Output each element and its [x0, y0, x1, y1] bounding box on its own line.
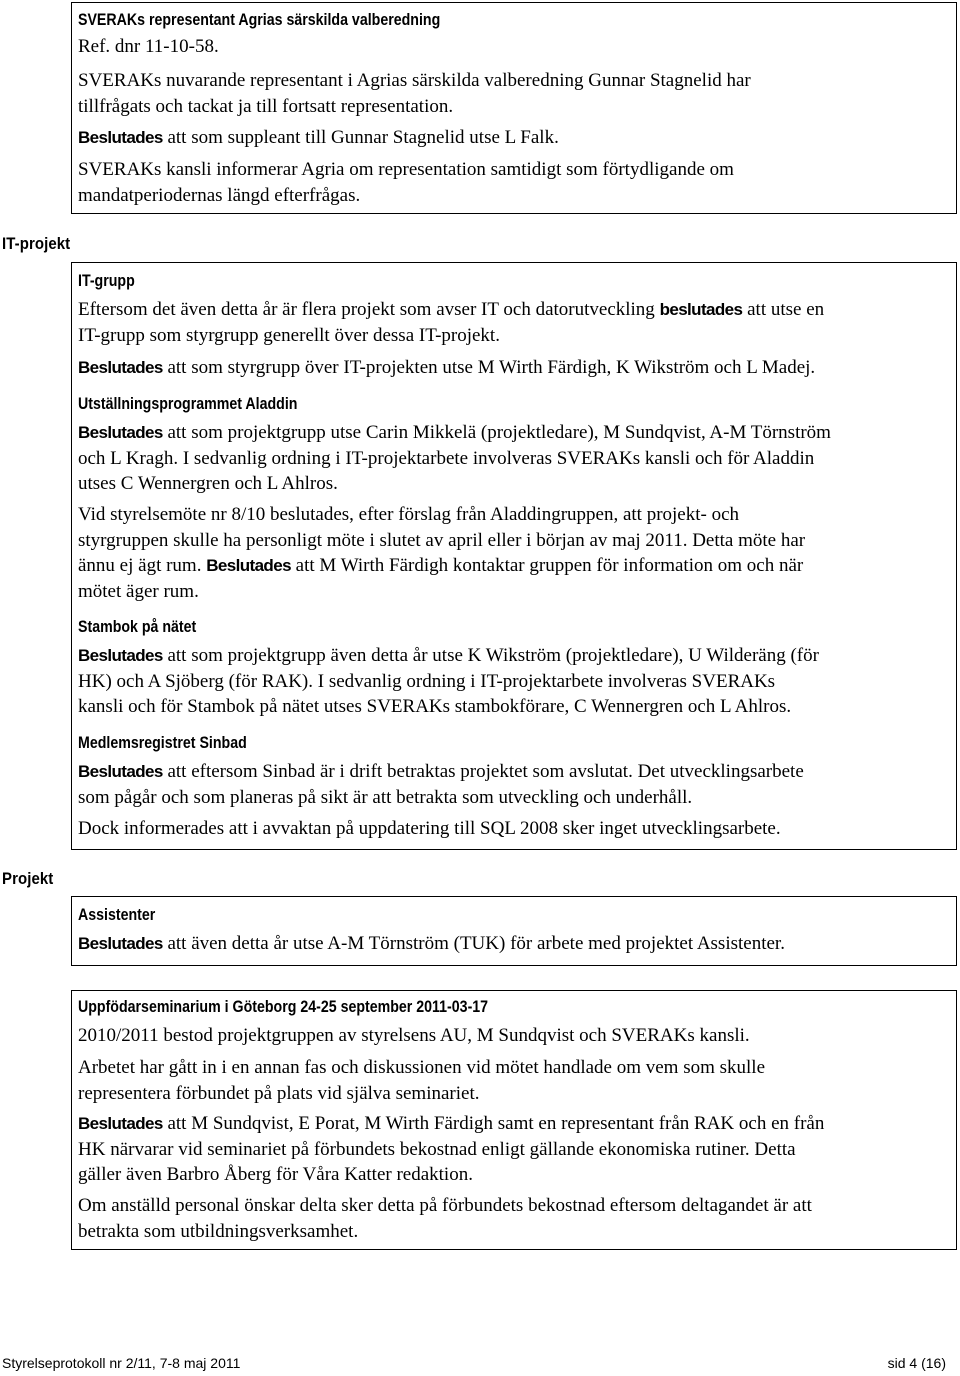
side-label-projekt: Projekt [2, 869, 54, 888]
paragraph-decision: Beslutades att som styrgrupp över IT-projekten utse M Wirth Färdigh, K Wikström och L Madej. [78, 357, 816, 378]
reference-number: Ref. dnr 11-10-58. [78, 36, 219, 57]
section-heading-it-grupp: IT-grupp [78, 272, 135, 290]
paragraph: Om anställd personal önskar delta sker detta på förbundets bekostnad eftersom deltagandet är att betrakta som utbildningsverksamhet. [78, 1195, 812, 1242]
paragraph-decision: Beslutades att även detta år utse A-M Törnström (TUK) för arbete med projektet Assistenter. [78, 933, 785, 954]
paragraph: 2010/2011 bestod projektgruppen av styrelsens AU, M Sundqvist och SVERAKs kansli. [78, 1025, 750, 1046]
paragraph-decision: Beslutades att som projektgrupp utse Carin Mikkelä (projektledare), M Sundqvist, A-M Törnström och L Kragh. I sedvanlig ordning i IT-projektarbete involveras SVERAKs kansli och för Aladdin utses C Wennergren och L Ahlros. [78, 422, 831, 494]
section-heading-sinbad: Medlemsregistret Sinbad [78, 734, 247, 752]
section-heading-aladdin: Utställningsprogrammet Aladdin [78, 395, 298, 413]
section-heading-stambok: Stambok på nätet [78, 618, 197, 636]
paragraph: Arbetet har gått in i en annan fas och diskussionen vid mötet handlade om vem som skulle representera förbundet på plats vid själva seminariet. [78, 1057, 766, 1104]
paragraph-decision: Beslutades att som suppleant till Gunnar Stagnelid utse L Falk. [78, 127, 559, 148]
section-heading-uppfodarseminarium: Uppfödarseminarium i Göteborg 24-25 september 2011-03-17 [78, 998, 489, 1016]
side-label-it-projekt: IT-projekt [2, 234, 71, 253]
paragraph: SVERAKs kansli informerar Agria om representation samtidigt som förtydligande om mandatperiodernas längd efterfrågas. [78, 159, 734, 206]
paragraph-decision: Beslutades att eftersom Sinbad är i drift betraktas projektet som avslutat. Det utvecklingsarbete som pågår och som planeras på sikt är att betrakta som utveckling och underhåll. [78, 761, 804, 808]
paragraph: SVERAKs nuvarande representant i Agrias särskilda valberedning Gunnar Stagnelid har tillfrågats och tackat ja till fortsatt representation. [78, 70, 751, 117]
section-heading-agria: SVERAKs representant Agrias särskilda valberedning [78, 11, 441, 29]
paragraph-decision: Beslutades att som projektgrupp även detta år utse K Wikström (projektledare), U Wilderäng (för HK) och A Sjöberg (för RAK). I sedvanlig ordning i IT-projektarbete involveras SVERAKs kansli och för Stambok på nätet utses SVERAKs stambokförare, C Wennergren och L Ahlros. [78, 645, 819, 717]
paragraph: Vid styrelsemöte nr 8/10 beslutades, efter förslag från Aladdingruppen, att projekt- och styrgruppen skulle ha personligt möte i slutet av april eller i början av maj 2011. Detta möte har ännu ej ägt rum. Beslutades att M Wirth Färdigh kontaktar gruppen för information om och när mötet äger rum. [78, 504, 806, 602]
paragraph-decision: Beslutades att M Sundqvist, E Porat, M Wirth Färdigh samt en representant från RAK och en från HK närvarar vid seminariet på förbundets bekostnad enligt gällande ekonomiska rutiner. Detta gäller även Barbro Åberg för Våra Katter redaktion. [78, 1113, 825, 1185]
footer-page-number: sid 4 (16) [887, 1355, 946, 1371]
footer-document-title: Styrelseprotokoll nr 2/11, 7-8 maj 2011 [2, 1355, 241, 1371]
paragraph: Dock informerades att i avvaktan på uppdatering till SQL 2008 sker inget utvecklingsarbete. [78, 818, 781, 839]
section-heading-assistenter: Assistenter [78, 906, 156, 924]
paragraph: Eftersom det även detta år är flera projekt som avser IT och datorutveckling beslutades att utse en IT-grupp som styrgrupp generellt över dessa IT-projekt. [78, 299, 825, 346]
